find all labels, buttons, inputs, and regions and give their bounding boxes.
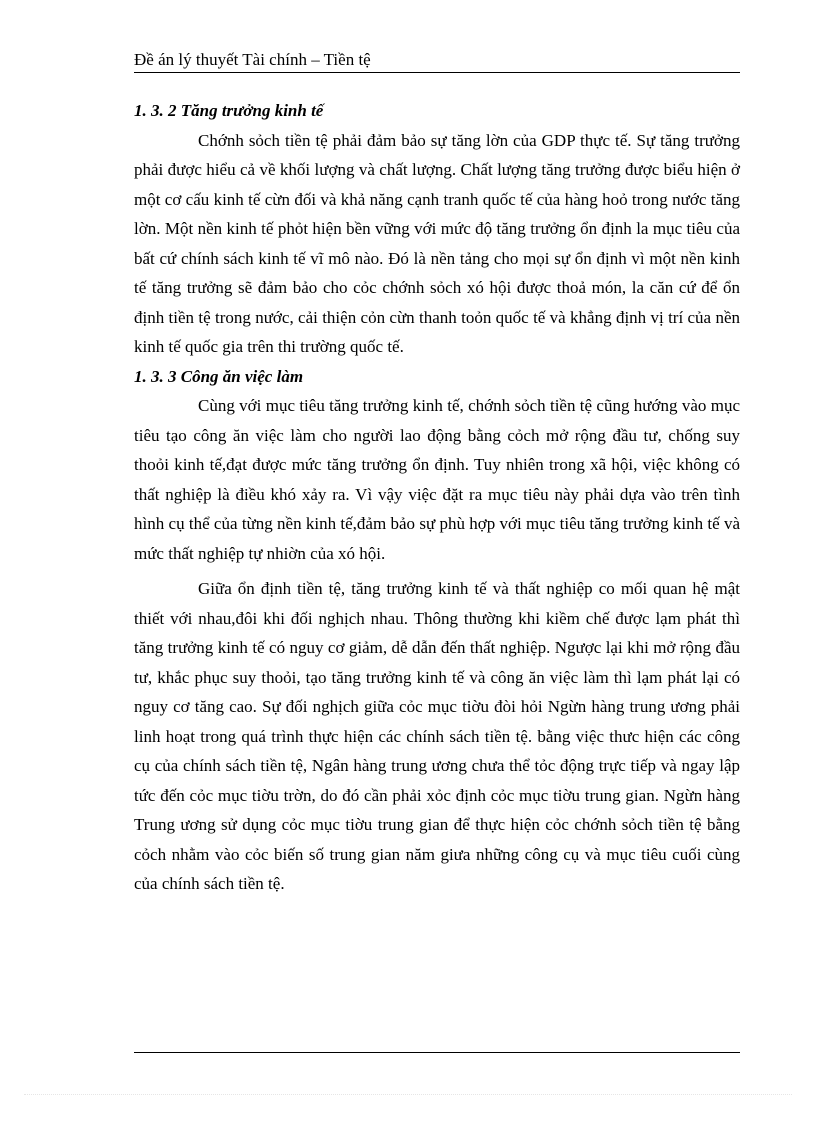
document-title: Đề án lý thuyết Tài chính – Tiền tệ xyxy=(134,50,371,69)
footer-divider xyxy=(134,1052,740,1053)
page-body xyxy=(134,96,740,899)
page-header xyxy=(134,50,740,73)
paragraph-relationship: Giữa ổn định tiền tệ, tăng trưởng kinh tế và thất nghiệp co mối quan hệ mật thiết với nhau,đôi khi đối nghịch nhau. Thông thường khi kiềm chế được lạm phát thì tăng trưởng kinh tế có nguy cơ giảm, dễ dẫn đến thất nghiệp. Ngược lại khi mở rộng đầu tư, khắc phục suy thoỏi, tạo tăng trưởng kinh tế và công ăn việc làm thì lạm phát lại có nguy cơ tăng cao. Sự đối nghịch giữa cỏc mục tiờu đòi hỏi Ngừn hàng trung ương phải linh hoạt trong quá trình thực hiện các chính sách tiền tệ. bằng việc thưc hiện các công cụ của chính sách tiền tệ, Ngân hàng trung ương chưa thể tỏc động trực tiếp và ngay lập tức đến cỏc mục tiờu trờn, do đó cần phải xỏc định cỏc mục tiờu trung gian. Ngừn hàng Trung ương sử dụng cỏc mục tiờu trung gian để thực hiện cỏc chớnh sỏch tiền tệ bằng cỏch nhằm vào cỏc biến số trung gian năm giưa những công cụ và mục tiêu cuối cùng của chính sách tiền tệ. xyxy=(134,579,740,893)
section-heading-growth: 1. 3. 2 Tăng trưởng kinh tế xyxy=(134,101,324,120)
section-heading-employment: 1. 3. 3 Công ăn việc làm xyxy=(134,366,304,386)
paragraph-employment: Cùng với mục tiêu tăng trưởng kinh tế, chớnh sỏch tiền tệ cũng hướng vào mục tiêu tạo công ăn việc làm cho người lao động bằng cỏch mở rộng đầu tư, chống suy thoỏi kinh tế,đạt được mức tăng trưởng ổn định. Tuy nhiên trong xã hội, việc không có thất nghiệp là điều khó xảy ra. Vì vậy việc đặt ra mục tiêu này phải dựa vào trên tình hình cụ thể của từng nền kinh tế,đảm bảo sự phù hợp với mục tiêu tăng trưởng kinh tế và mức thất nghiệp tự nhiờn của xó hội. xyxy=(134,396,740,563)
page-edge-divider xyxy=(24,1094,792,1095)
paragraph-growth: Chớnh sỏch tiền tệ phải đảm bảo sự tăng lờn của GDP thực tế. Sự tăng trưởng phải được hiểu cả về khối lượng và chất lượng. Chất lượng tăng trưởng được biểu hiện ở một cơ cấu kinh tế cừn đối và khả năng cạnh tranh quốc tế của hàng hoỏ trong nước tăng lờn. Một nền kinh tế phỏt hiện bền vững với mức độ tăng trưởng ổn định la mục tiêu của bất cứ chính sách kinh tế vĩ mô nào. Đó là nền tảng cho mọi sự ổn định vì một nền kinh tế tăng trưởng sẽ đảm bảo cho cỏc chớnh sỏch xó hội được thoả món, la căn cứ để ổn định tiền tệ trong nước, cải thiện cỏn cừn thanh toỏn quốc tế và khẳng định vị trí của nền kinh tế quốc gia trên thi trường quốc tế. xyxy=(134,130,740,356)
